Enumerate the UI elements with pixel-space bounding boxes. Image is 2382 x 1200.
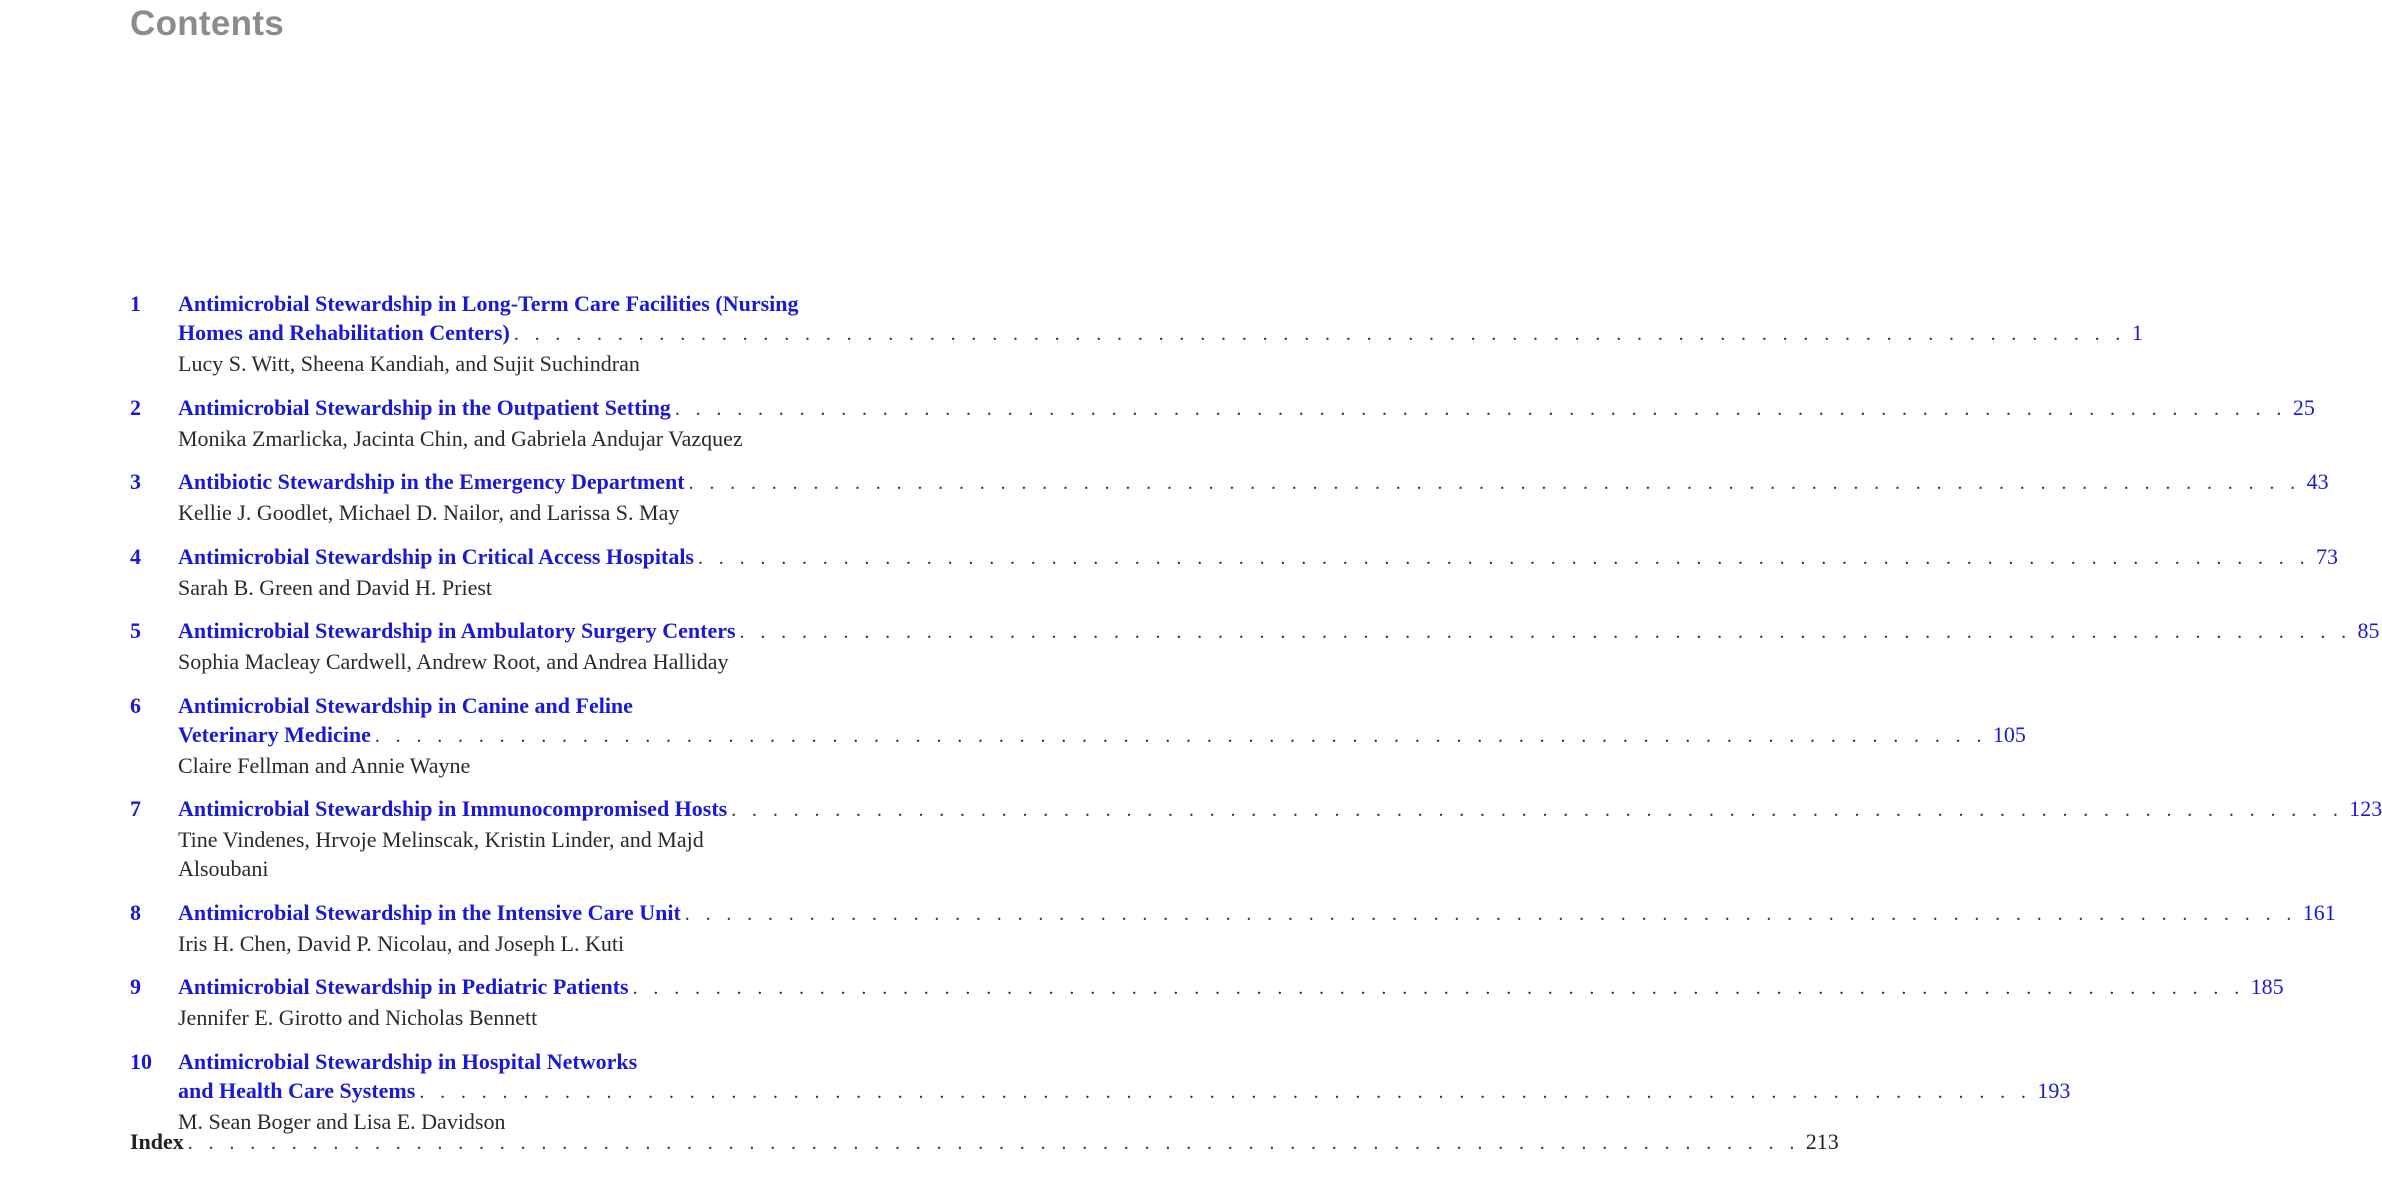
page-number[interactable]: 43: [2306, 469, 2329, 494]
chapter-title-continued[interactable]: and Health Care Systems: [178, 1077, 416, 1103]
chapter-number: 10: [130, 1048, 152, 1074]
dot-leader: . . . . . . . . . . . . . . . . . . . . . . . . . . . . . . . . . . . . . . . . . . . . . . . . . . . . . . . . . . . . . . . . . . . . . . . . . . . . . .: [513, 323, 2126, 345]
chapter-authors: Claire Fellman and Annie Wayne: [178, 752, 471, 778]
chapter-number: 8: [130, 899, 141, 925]
toc-entry-chapter-8[interactable]: [130, 898, 2336, 958]
dot-leader: . . . . . . . . . . . . . . . . . . . . . . . . . . . . . . . . . . . . . . . . . . . . . . . . . . . . . . . . . . . . . . . . . . . . . . . . . . . . . .: [187, 1132, 1800, 1154]
chapter-number: 6: [130, 692, 141, 718]
page-number[interactable]: 123: [2349, 796, 2382, 821]
chapter-authors: Monika Zmarlicka, Jacinta Chin, and Gabriela Andujar Vazquez: [178, 425, 743, 451]
toc-entry-chapter-6[interactable]: [130, 691, 2026, 780]
chapter-authors: Sarah B. Green and David H. Priest: [178, 574, 493, 600]
dot-leader: . . . . . . . . . . . . . . . . . . . . . . . . . . . . . . . . . . . . . . . . . . . . . . . . . . . . . . . . . . . . . . . . . . . . . . . . . . . . . .: [674, 397, 2287, 420]
toc-entry-chapter-10[interactable]: [130, 1047, 2071, 1136]
chapter-title[interactable]: Antimicrobial Stewardship in Long-Term Care Facilities (Nursing: [178, 291, 799, 316]
toc-entry-index[interactable]: [130, 1127, 1839, 1158]
dot-leader: . . . . . . . . . . . . . . . . . . . . . . . . . . . . . . . . . . . . . . . . . . . . . . . . . . . . . . . . . . . . . . . . . . . . . . . . . . . . . .: [688, 472, 2301, 494]
dot-leader: . . . . . . . . . . . . . . . . . . . . . . . . . . . . . . . . . . . . . . . . . . . . . . . . . . . . . . . . . . . . . . . . . . . . . . . . . . . . . .: [698, 546, 2310, 569]
chapter-authors: Sophia Macleay Cardwell, Andrew Root, and Andrea Halliday: [178, 649, 729, 674]
chapter-title[interactable]: Antibiotic Stewardship in the Emergency Department: [178, 469, 685, 494]
page-title: Contents: [130, 4, 285, 43]
toc-entry-chapter-9[interactable]: [130, 972, 2284, 1032]
chapter-number: 5: [130, 618, 141, 643]
chapter-number: 9: [130, 974, 141, 999]
page-number[interactable]: 73: [2316, 543, 2338, 569]
chapter-number: 3: [130, 469, 141, 494]
chapter-authors: Lucy S. Witt, Sheena Kandiah, and Sujit Suchindran: [178, 351, 640, 376]
chapter-title[interactable]: Antimicrobial Stewardship in the Outpatient Setting: [178, 394, 671, 420]
dot-leader: . . . . . . . . . . . . . . . . . . . . . . . . . . . . . . . . . . . . . . . . . . . . . . . . . . . . . . . . . . . . . . . . . . . . . . . . . . . . . .: [632, 977, 2245, 999]
page-number[interactable]: 25: [2292, 394, 2315, 420]
dot-leader: . . . . . . . . . . . . . . . . . . . . . . . . . . . . . . . . . . . . . . . . . . . . . . . . . . . . . . . . . . . . . . . . . . . . . . . . . . . . . .: [731, 799, 2344, 821]
chapter-title[interactable]: Antimicrobial Stewardship in Canine and Feline: [178, 692, 633, 718]
page-number[interactable]: 105: [1992, 721, 2026, 747]
chapter-number: 1: [130, 291, 141, 316]
toc-entry-chapter-1[interactable]: [130, 289, 2143, 378]
dot-leader: . . . . . . . . . . . . . . . . . . . . . . . . . . . . . . . . . . . . . . . . . . . . . . . . . . . . . . . . . . . . . . . . . . . . . . . . . . . . . .: [739, 621, 2352, 643]
toc-entry-chapter-4[interactable]: [130, 542, 2338, 602]
page-number[interactable]: 85: [2357, 618, 2380, 643]
page-number[interactable]: 1: [2131, 320, 2143, 345]
chapter-authors: Iris H. Chen, David P. Nicolau, and Joseph L. Kuti: [178, 930, 625, 956]
page-number[interactable]: 185: [2250, 974, 2284, 999]
chapter-authors: Tine Vindenes, Hrvoje Melinscak, Kristin Linder, and Majd Alsoubani: [178, 827, 704, 881]
chapter-title[interactable]: Antimicrobial Stewardship in the Intensive Care Unit: [178, 899, 681, 925]
chapter-number: 7: [130, 796, 141, 821]
dot-leader: . . . . . . . . . . . . . . . . . . . . . . . . . . . . . . . . . . . . . . . . . . . . . . . . . . . . . . . . . . . . . . . . . . . . . . . . . . . . . .: [684, 902, 2297, 925]
page-number[interactable]: 161: [2302, 899, 2336, 925]
chapter-number: 2: [130, 394, 141, 420]
chapter-number: 4: [130, 543, 141, 569]
chapter-title[interactable]: Antimicrobial Stewardship in Immunocompromised Hosts: [178, 796, 728, 821]
chapter-title[interactable]: Antimicrobial Stewardship in Ambulatory Surgery Centers: [178, 618, 736, 643]
chapter-title[interactable]: Antimicrobial Stewardship in Pediatric Patients: [178, 974, 629, 999]
chapter-title-continued[interactable]: Homes and Rehabilitation Centers): [178, 320, 510, 345]
chapter-title-continued[interactable]: Veterinary Medicine: [178, 721, 371, 747]
dot-leader: . . . . . . . . . . . . . . . . . . . . . . . . . . . . . . . . . . . . . . . . . . . . . . . . . . . . . . . . . . . . . . . . . . . . . . . . . . . . . .: [374, 724, 1987, 747]
chapter-authors: Kellie J. Goodlet, Michael D. Nailor, and Larissa S. May: [178, 500, 680, 525]
index-label[interactable]: Index: [130, 1129, 184, 1154]
chapter-authors: M. Sean Boger and Lisa E. Davidson: [178, 1108, 506, 1134]
page-number[interactable]: 193: [2037, 1077, 2071, 1103]
chapter-title[interactable]: Antimicrobial Stewardship in Hospital Networks: [178, 1048, 638, 1074]
dot-leader: . . . . . . . . . . . . . . . . . . . . . . . . . . . . . . . . . . . . . . . . . . . . . . . . . . . . . . . . . . . . . . . . . . . . . . . . . . . . . .: [419, 1080, 2032, 1103]
toc-entry-chapter-7[interactable]: [130, 794, 2382, 883]
toc-entry-chapter-5[interactable]: [130, 616, 2380, 676]
toc-entry-chapter-2[interactable]: [130, 393, 2315, 453]
chapter-title[interactable]: Antimicrobial Stewardship in Critical Access Hospitals: [178, 543, 694, 569]
toc-entry-chapter-3[interactable]: [130, 467, 2329, 527]
chapter-authors: Jennifer E. Girotto and Nicholas Bennett: [178, 1005, 538, 1030]
page-number[interactable]: 213: [1805, 1129, 1839, 1154]
